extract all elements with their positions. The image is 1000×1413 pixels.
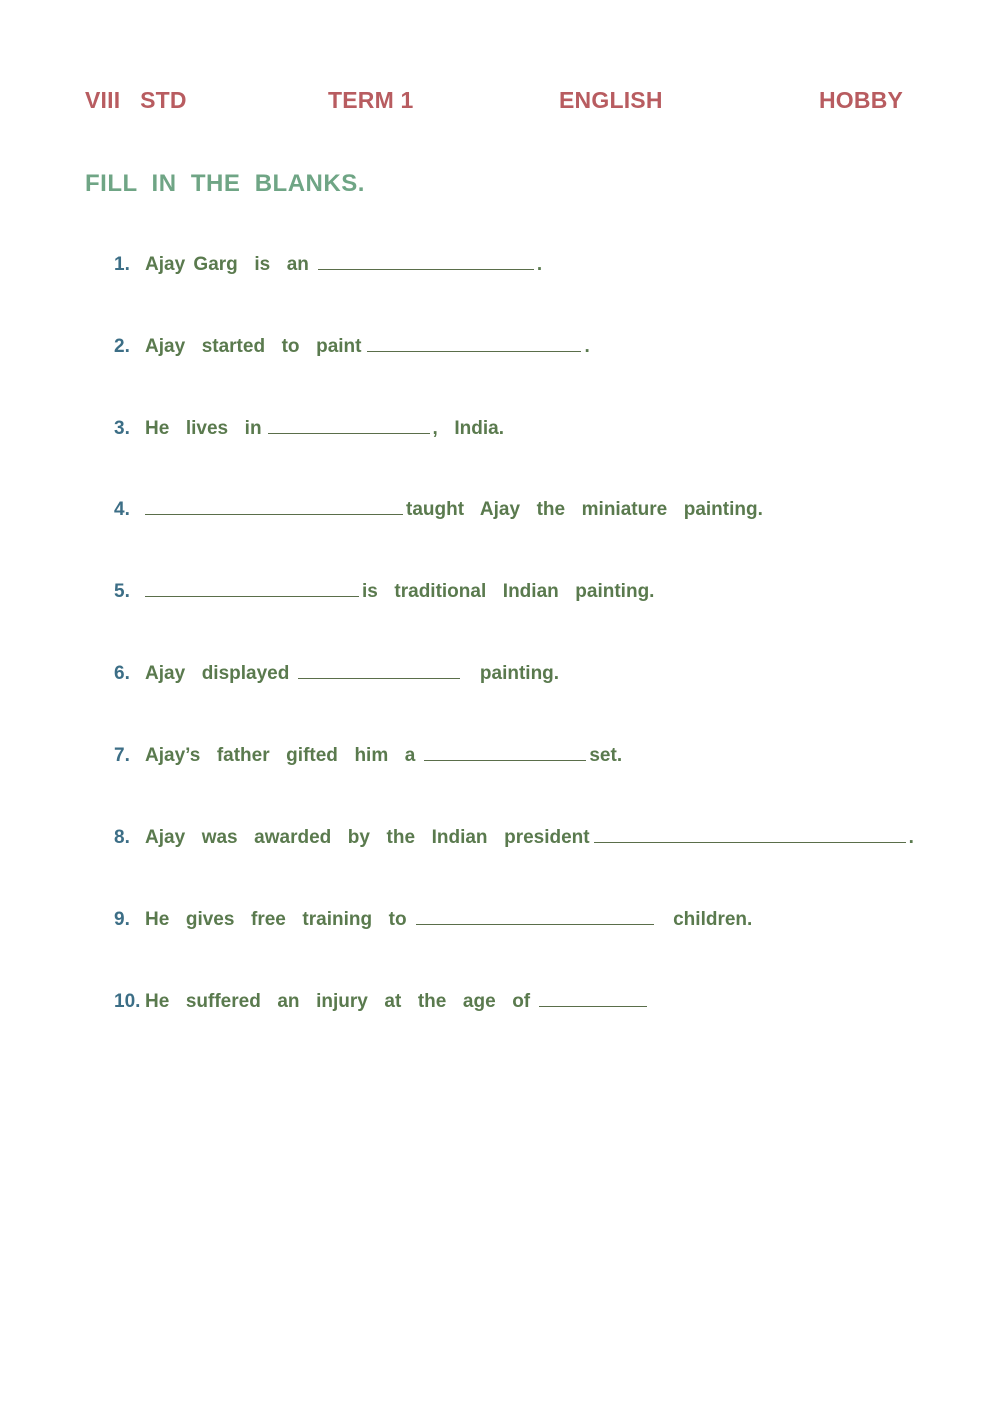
header-topic: HOBBY [819,87,904,113]
question-number: 10. [114,991,141,1012]
question-10 [114,990,650,1016]
answer-blank[interactable] [318,253,534,270]
answer-blank[interactable] [298,662,460,679]
question-8 [114,826,914,852]
question-9 [114,908,752,934]
question-text-after: . [908,827,914,848]
question-text-after: taught Ajay the miniature painting. [406,499,763,520]
question-number: 2. [114,336,130,357]
question-text-before: He suffered an injury at the age of [145,991,531,1012]
header-term: TERM 1 [328,87,414,113]
question-number: 6. [114,663,130,684]
header-subject: ENGLISH [559,87,663,113]
question-number: 9. [114,909,130,930]
question-7 [114,744,622,770]
answer-blank[interactable] [367,335,581,352]
question-number: 7. [114,745,130,766]
header-class: VIII STD [85,87,187,113]
question-number: 1. [114,254,130,275]
answer-blank[interactable] [539,990,647,1007]
answer-blank[interactable] [594,826,906,843]
question-text-after: children. [656,909,753,930]
question-text-after: painting. [463,663,560,684]
question-number: 4. [114,499,130,520]
answer-blank[interactable] [145,498,403,515]
question-3 [114,417,504,443]
question-number: 3. [114,418,130,439]
question-text-before: Ajay Garg is an [145,254,309,275]
question-text-after: set. [589,745,623,766]
question-number: 8. [114,827,130,848]
answer-blank[interactable] [424,744,586,761]
question-text-before: Ajay was awarded by the Indian president [145,827,590,848]
question-5 [114,580,654,606]
answer-blank[interactable] [145,580,359,597]
question-6 [114,662,559,688]
answer-blank[interactable] [416,908,654,925]
question-text-after: is traditional Indian painting. [362,581,655,602]
question-text-after: . [584,336,590,357]
question-text-after: . [536,254,543,275]
question-4 [114,498,763,524]
question-1 [114,253,542,279]
question-text-before: Ajay started to paint [145,336,362,357]
question-text-after: , India. [432,418,504,439]
question-text-before: He lives in [145,418,262,439]
answer-blank[interactable] [268,417,430,434]
question-text-before: Ajay’s father gifted him a [145,745,416,766]
question-text-before: He gives free training to [145,909,407,930]
question-2 [114,335,590,361]
question-number: 5. [114,581,130,602]
section-title: FILL IN THE BLANKS. [85,170,365,197]
question-text-before: Ajay displayed [145,663,290,684]
